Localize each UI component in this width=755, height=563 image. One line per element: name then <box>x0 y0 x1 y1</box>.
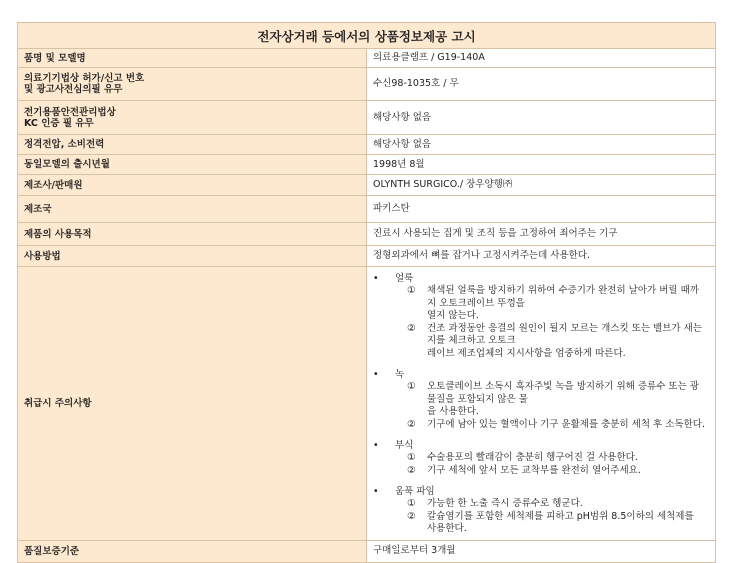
row-value-manufacturer: OLYNTH SURGICO./ 장우양행㈜ <box>367 175 716 196</box>
table-row <box>18 196 716 223</box>
row-label-usage: 사용방법 <box>18 246 367 267</box>
row-label-warranty: 품질보증기준 <box>18 540 367 562</box>
section-title: 녹 <box>395 369 405 380</box>
row-label-manufacturer: 제조사/판매원 <box>18 175 367 196</box>
bullet-marker: • <box>373 440 379 451</box>
list-item: ① 오토클레이브 소독시 흑자주빛 녹을 방지하기 위해 증류수 또는 광물질을 포함되지 않은 물 을 사용한다. <box>407 381 699 417</box>
list-item: ① 수술용포의 빨래감이 충분히 헹구어진 걸 사용한다. <box>407 452 638 463</box>
caution-section <box>373 440 709 452</box>
row-value-voltage: 해당사항 없음 <box>367 135 716 155</box>
row-value-kc-cert: 해당사항 없음 <box>367 101 716 135</box>
row-value-permit-number: 수신98-1035호 / 무 <box>367 68 716 101</box>
table-row <box>18 155 716 175</box>
caution-section <box>373 273 709 285</box>
table-row <box>18 101 716 135</box>
row-label-caution: 취급시 주의사항 <box>18 267 367 541</box>
caution-notes <box>367 267 716 541</box>
section-items <box>395 498 709 536</box>
caution-section <box>373 486 709 498</box>
section-title: 부식 <box>395 440 414 451</box>
row-value-country: 파키스탄 <box>367 196 716 223</box>
bullet-marker: • <box>373 369 379 380</box>
list-item: ② 건조 과정동안 응결의 원인이 될지 모르는 개스킷 또는 밸브가 새는지를 체크하고 오토크 레이브 제조업체의 지시사항을 엄중하게 따른다. <box>407 322 702 359</box>
row-label-purpose: 제품의 사용목적 <box>18 223 367 246</box>
bullet-marker: • <box>373 486 379 497</box>
list-item: ② 기구 세척에 앞서 모든 교착부를 완전히 열어주세요. <box>407 464 641 476</box>
section-items <box>395 452 709 477</box>
info-table <box>17 22 716 563</box>
table-row <box>18 68 716 101</box>
caution-section <box>373 369 709 381</box>
table-row <box>18 246 716 267</box>
table-title: 전자상거래 등에서의 상품정보제공 고시 <box>18 23 716 49</box>
row-value-purpose: 진료시 사용되는 집게 및 조직 등을 고정하여 죄어주는 기구 <box>367 223 716 246</box>
row-value-usage: 정형외과에서 뼈를 잡거나 고정시켜주는데 사용한다. <box>367 246 716 267</box>
table-row <box>18 267 716 541</box>
row-label-voltage: 정격전압, 소비전력 <box>18 135 367 155</box>
row-value-release-date: 1998년 8월 <box>367 155 716 175</box>
row-label-release-date: 동일모델의 출시년월 <box>18 155 367 175</box>
table-row <box>18 540 716 562</box>
row-value-warranty: 구매일로부터 3개월 <box>367 540 716 562</box>
row-value-product-name: 의료용클램프 / G19-140A <box>367 49 716 68</box>
section-items <box>395 381 709 431</box>
row-label-product-name: 품명 및 모델명 <box>18 49 367 68</box>
table-row <box>18 175 716 196</box>
list-item: ② 기구에 남아 있는 혈액이나 기구 윤활제를 충분히 세척 후 소독한다. <box>407 418 705 430</box>
row-label-kc-cert: 전기용품안전관리법상 KC 인증 필 유무 <box>18 101 367 135</box>
product-info-notice <box>17 22 716 563</box>
table-row <box>18 135 716 155</box>
row-label-permit-number: 의료기기법상 허가/신고 번호 및 광고사전심의필 유무 <box>18 68 367 101</box>
section-title: 얼룩 <box>395 273 414 284</box>
list-item: ① 가능한 한 노출 즉시 증류수로 헹군다. <box>407 498 583 509</box>
list-item: ① 채색된 얼룩을 방지하기 위하여 수증기가 완전히 날아가 버릴 때까지 오토크레이브 뚜껑을 열지 않는다. <box>407 285 699 321</box>
table-row <box>18 49 716 68</box>
row-label-country: 제조국 <box>18 196 367 223</box>
section-items <box>395 285 709 360</box>
table-row <box>18 223 716 246</box>
list-item: ② 칼슘염기를 포함한 세척제를 피하고 pH범위 8.5이하의 세척제를 사용한다. <box>407 510 694 534</box>
section-title: 움푹 파임 <box>395 486 435 497</box>
bullet-marker: • <box>373 273 379 284</box>
